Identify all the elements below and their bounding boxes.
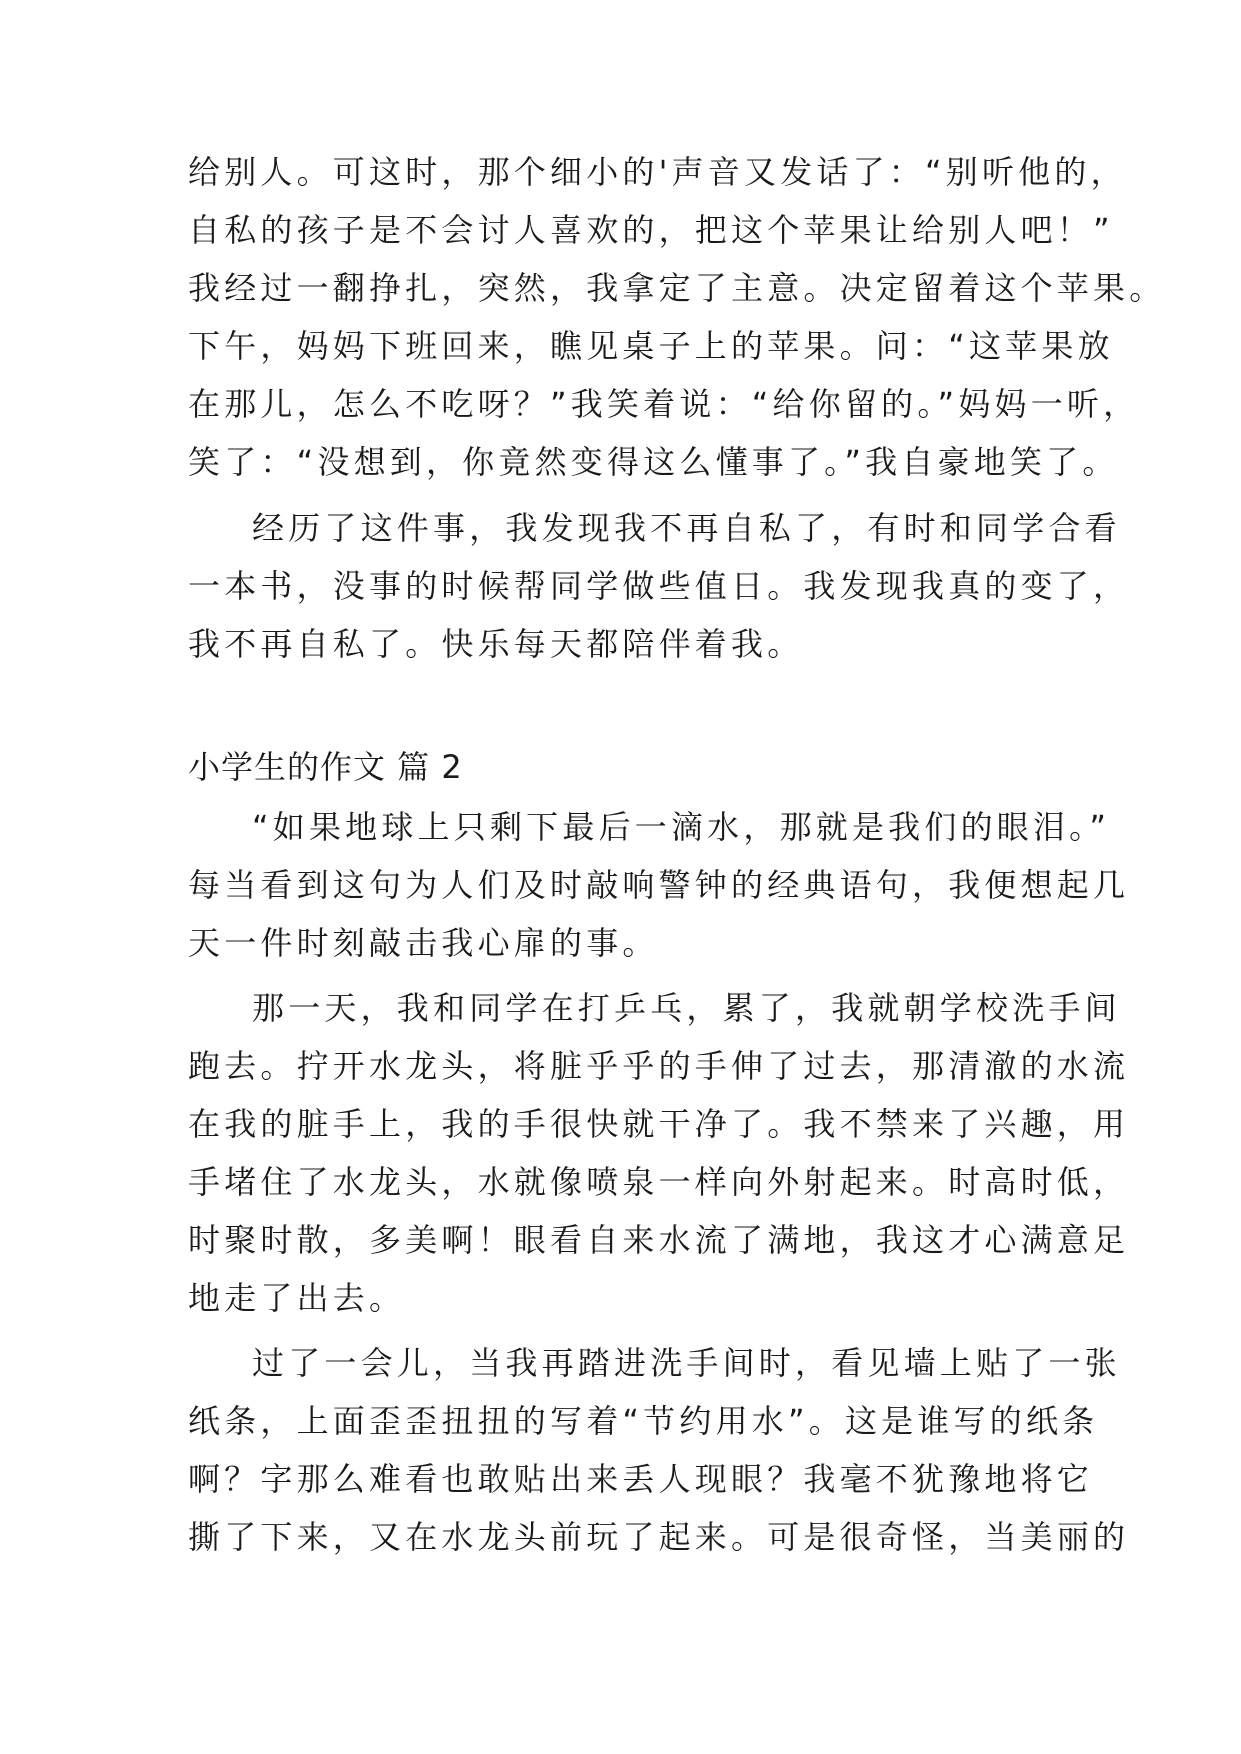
text-line: 我经过一翻挣扎，突然，我拿定了主意。决定留着这个苹果。: [188, 269, 1166, 307]
text-line: 一本书，没事的时候帮同学做些值日。我发现我真的变了，: [188, 567, 1130, 605]
text-line: 跑去。拧开水龙头，将脏乎乎的手伸了过去，那清澈的水流: [188, 1047, 1130, 1085]
paragraph-first-line: 过了一会儿，当我再踏进洗手间时，看见墙上贴了一张: [252, 1344, 1121, 1382]
paragraph-first-line: 那一天，我和同学在打乒乓，累了，我就朝学校洗手间: [252, 989, 1121, 1027]
text-line: 手堵住了水龙头，水就像喷泉一样向外射起来。时高时低，: [188, 1163, 1130, 1201]
text-line: 在那儿，怎么不吃呀？”我笑着说：“给你留的。”妈妈一听，: [188, 385, 1140, 423]
text-line: 天一件时刻敲击我心扉的事。: [188, 924, 659, 962]
text-line: 自私的孩子是不会讨人喜欢的，把这个苹果让给别人吧！”: [188, 211, 1114, 249]
text-line: 每当看到这句为人们及时敲响警钟的经典语句，我便想起几: [188, 866, 1130, 904]
text-line: 下午，妈妈下班回来，瞧见桌子上的苹果。问：“这苹果放: [188, 327, 1114, 365]
paragraph-first-line: 经历了这件事，我发现我不再自私了，有时和同学合看: [252, 509, 1121, 547]
text-line: 我不再自私了。快乐每天都陪伴着我。: [188, 625, 804, 663]
text-line: 纸条，上面歪歪扭扭的写着“节约用水”。这是谁写的纸条: [188, 1402, 1099, 1440]
text-line: 时聚时散，多美啊！眼看自来水流了满地，我这才心满意足: [188, 1221, 1130, 1259]
section-heading: 小学生的作文 篇 2: [188, 748, 463, 786]
text-line: 地走了出去。: [188, 1279, 406, 1317]
text-line: 撕了下来，又在水龙头前玩了起来。可是很奇怪，当美丽的: [188, 1518, 1130, 1556]
paragraph-first-line: “如果地球上只剩下最后一滴水，那就是我们的眼泪。”: [252, 808, 1111, 846]
text-line: 在我的脏手上，我的手很快就干净了。我不禁来了兴趣，用: [188, 1105, 1130, 1143]
text-line: 笑了：“没想到，你竟然变得这么懂事了。”我自豪地笑了。: [188, 443, 1119, 481]
text-line: 给别人。可这时，那个细小的'声音又发话了：“别听他的，: [188, 153, 1127, 191]
text-line: 啊？字那么难看也敢贴出来丢人现眼？我毫不犹豫地将它: [188, 1460, 1094, 1498]
